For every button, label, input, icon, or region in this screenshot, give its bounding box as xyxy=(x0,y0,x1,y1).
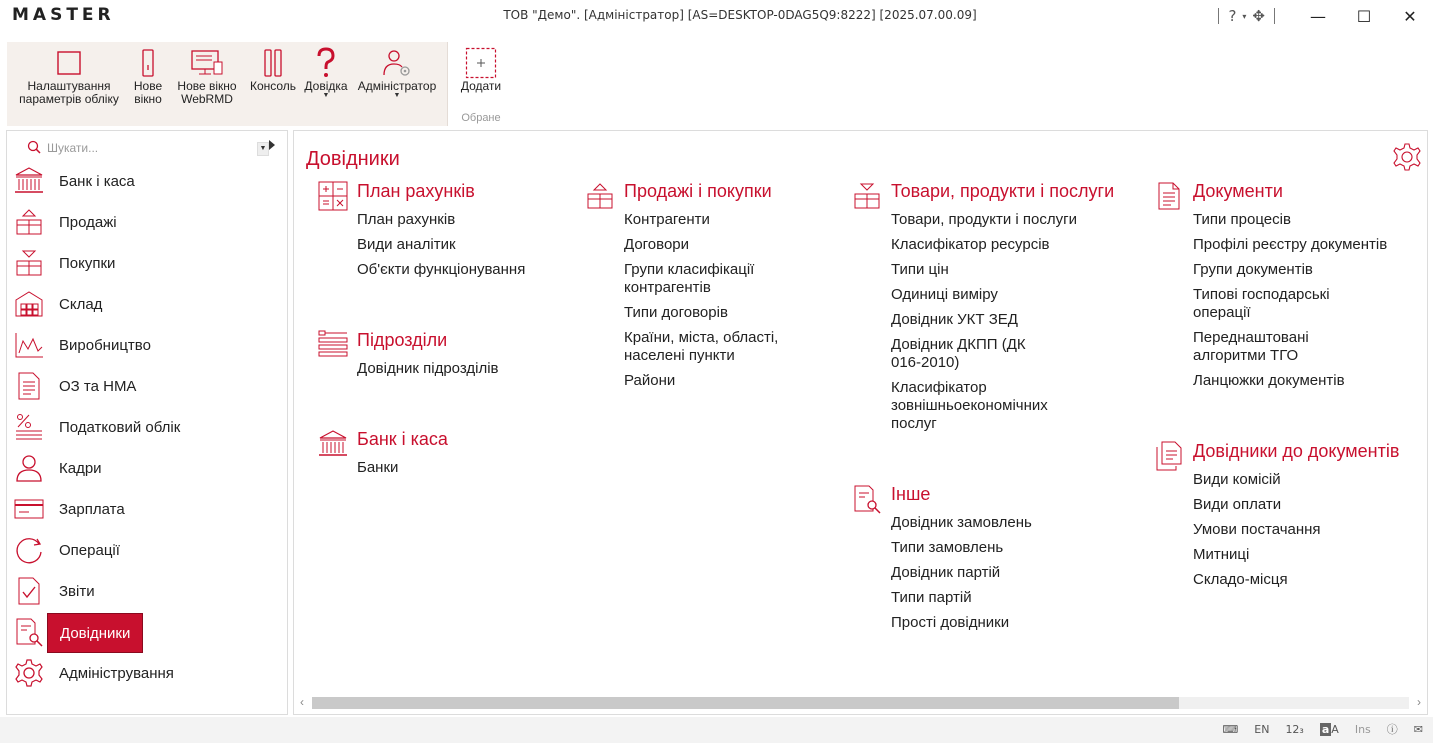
group-links xyxy=(357,360,499,385)
sidebar-item-references[interactable] xyxy=(7,613,287,653)
sidebar-search xyxy=(17,138,269,158)
maximize-icon[interactable]: ☐ xyxy=(1356,6,1372,26)
status-bar xyxy=(0,717,1433,743)
sidebar-item-bank[interactable] xyxy=(7,162,287,202)
group-other xyxy=(851,483,1101,633)
keyboard-icon[interactable]: ⌨ xyxy=(1222,722,1239,736)
production-icon xyxy=(13,329,45,361)
documents-stack-icon xyxy=(1153,440,1185,472)
sidebar-item-administration[interactable] xyxy=(7,654,287,694)
reference-link[interactable]: Прості довідники xyxy=(891,614,1010,631)
group-departments xyxy=(317,329,567,389)
person-icon xyxy=(13,452,45,484)
ribbon-toolbar xyxy=(7,42,448,126)
sidebar-item-reports[interactable] xyxy=(7,572,287,612)
reference-link[interactable]: Одиниці виміру xyxy=(891,286,998,303)
reference-link[interactable]: Договори xyxy=(624,236,690,253)
sidebar-item-label: Банк і каса xyxy=(59,173,135,190)
reference-link[interactable]: Довідник ДКПП (ДК 016-2010) xyxy=(891,336,1026,371)
console-button[interactable] xyxy=(247,46,299,114)
group-links xyxy=(357,459,398,484)
reference-link[interactable]: Довідник УКТ ЗЕД xyxy=(891,311,1018,328)
chevron-down-icon: ▼ xyxy=(393,92,401,99)
sidebar-item-tax[interactable] xyxy=(7,408,287,448)
close-icon[interactable]: ✕ xyxy=(1403,6,1417,26)
reference-link[interactable]: Типи договорів xyxy=(624,304,728,321)
reference-link[interactable]: Види комісій xyxy=(1193,471,1281,488)
reference-search-icon xyxy=(13,616,45,648)
horizontal-scrollbar[interactable] xyxy=(294,694,1427,710)
reference-link[interactable]: Переднаштовані алгоритми ТГО xyxy=(1193,329,1309,364)
group-links xyxy=(891,211,1077,440)
tax-icon xyxy=(13,411,45,443)
reference-link[interactable]: Митниці xyxy=(1193,546,1250,563)
scroll-left-icon[interactable]: ‹ xyxy=(300,695,304,709)
title-bar xyxy=(0,0,1433,30)
info-icon[interactable]: ⓘ xyxy=(1386,723,1398,736)
sidebar-item-label: Склад xyxy=(59,296,103,313)
group-title[interactable]: Банк і каса xyxy=(357,429,448,449)
sidebar-item-label: Покупки xyxy=(59,255,116,272)
reference-link[interactable]: Довідник партій xyxy=(891,564,1001,581)
capslock-label: A xyxy=(1331,722,1339,736)
expand-arrow-icon[interactable] xyxy=(269,140,275,150)
sidebar-item-fixed-assets[interactable] xyxy=(7,367,287,407)
reference-link[interactable]: Групи класифікації контрагентів xyxy=(624,261,755,296)
group-sales-purchases xyxy=(584,180,834,410)
group-title[interactable]: Продажі і покупки xyxy=(624,181,772,201)
sidebar-item-label: ОЗ та НМА xyxy=(59,378,137,395)
reference-link[interactable]: Ланцюжки документів xyxy=(1193,372,1345,389)
reference-link[interactable]: Класифікатор ресурсів xyxy=(891,236,1050,253)
settings-button-label: Налаштування параметрів обліку xyxy=(19,79,119,106)
sidebar-item-label: Операції xyxy=(59,542,120,559)
departments-icon xyxy=(317,329,349,361)
sidebar xyxy=(6,130,288,715)
capslock-indicator: a A xyxy=(1321,722,1339,736)
scroll-right-icon[interactable]: › xyxy=(1417,695,1421,709)
web-window-icon xyxy=(187,46,227,80)
settings-square-icon xyxy=(49,46,89,80)
reference-link[interactable]: Профілі реєстру документів xyxy=(1193,236,1388,253)
sales-box-icon xyxy=(13,206,45,238)
main-panel xyxy=(293,130,1428,715)
sidebar-item-operations[interactable] xyxy=(7,531,287,571)
reference-link[interactable]: План рахунків xyxy=(357,211,456,228)
add-favorite-button[interactable] xyxy=(457,46,505,114)
page-title: Довідники xyxy=(306,148,400,170)
calculator-icon xyxy=(317,180,349,212)
purchases-box-icon xyxy=(13,247,45,279)
add-dashed-icon xyxy=(461,46,501,80)
group-title[interactable]: Товари, продукти і послуги xyxy=(891,181,1115,201)
separator xyxy=(1218,8,1219,24)
salary-card-icon xyxy=(13,493,45,525)
sidebar-item-warehouse[interactable] xyxy=(7,285,287,325)
group-title[interactable]: Підрозділи xyxy=(357,330,448,350)
reference-link[interactable]: Умови постачання xyxy=(1193,521,1321,538)
sidebar-item-production[interactable] xyxy=(7,326,287,366)
sidebar-item-label: Зарплата xyxy=(59,501,125,518)
help-icon[interactable]: ? xyxy=(1228,7,1237,25)
sidebar-item-label: Продажі xyxy=(59,214,117,231)
other-search-icon xyxy=(851,483,883,515)
goods-box-icon xyxy=(851,180,883,212)
language-indicator[interactable]: EN xyxy=(1254,722,1270,736)
sidebar-item-label: Звіти xyxy=(59,583,95,600)
titlebar-controls xyxy=(1212,4,1433,28)
group-document-references xyxy=(1153,440,1423,600)
sidebar-item-label: Адміністрування xyxy=(59,665,174,682)
group-links xyxy=(1193,471,1321,596)
sidebar-item-purchases[interactable] xyxy=(7,244,287,284)
search-input[interactable] xyxy=(47,138,247,158)
insert-indicator: Ins xyxy=(1354,722,1371,736)
admin-gear-icon xyxy=(13,657,45,689)
numlock-indicator: 12₃ xyxy=(1285,722,1304,736)
group-bank xyxy=(317,428,567,488)
administrator-label: Адміністратор xyxy=(357,79,437,93)
new-window-label: Нове вікно xyxy=(133,79,163,106)
group-title[interactable]: План рахунків xyxy=(357,181,475,201)
console-icon xyxy=(253,46,293,80)
sidebar-item-sales[interactable] xyxy=(7,203,287,243)
group-links xyxy=(1193,211,1387,397)
operations-cycle-icon xyxy=(13,534,45,566)
search-dropdown-icon[interactable]: ▼ xyxy=(257,142,269,156)
sidebar-item-label: Довідники xyxy=(47,613,143,653)
group-links xyxy=(357,211,525,286)
reference-link[interactable]: Типи замовлень xyxy=(891,539,1004,556)
reference-link[interactable]: Типи цін xyxy=(891,261,949,278)
help-menu-button[interactable] xyxy=(301,46,351,114)
reference-link[interactable]: Типи партій xyxy=(891,589,972,606)
window-title: ТОВ "Демо". [Адміністратор] [AS=DESKTOP-0DAG5Q9:8222] [2025.07.00.09] xyxy=(503,8,977,22)
group-title[interactable]: Інше xyxy=(891,484,931,504)
help-menu-label: Довідка xyxy=(304,79,348,93)
separator xyxy=(1274,8,1275,24)
move-icon[interactable]: ✥ xyxy=(1252,7,1265,25)
group-links xyxy=(624,211,778,397)
reports-icon xyxy=(13,575,45,607)
bank-icon xyxy=(317,428,349,460)
reference-link[interactable]: Райони xyxy=(624,372,676,389)
new-window-button[interactable] xyxy=(127,46,169,114)
sidebar-item-label: Кадри xyxy=(59,460,102,477)
reference-link[interactable]: Об'єкти функціонування xyxy=(357,261,526,278)
message-icon[interactable]: ✉ xyxy=(1413,722,1423,736)
reference-link[interactable]: Групи документів xyxy=(1193,261,1313,278)
app-logo: MASTER xyxy=(12,5,115,25)
scrollbar-thumb[interactable] xyxy=(312,697,1179,709)
group-goods xyxy=(851,180,1141,440)
reference-link[interactable]: Товари, продукти і послуги xyxy=(891,211,1077,228)
admin-user-icon xyxy=(377,46,417,80)
minimize-icon[interactable]: — xyxy=(1310,6,1326,26)
favorites-label: Обране xyxy=(461,112,501,124)
reference-link[interactable]: Види оплати xyxy=(1193,496,1282,513)
group-documents xyxy=(1153,180,1423,390)
group-title[interactable]: Документи xyxy=(1193,181,1283,201)
sales-box-icon xyxy=(584,180,616,212)
warehouse-icon xyxy=(13,288,45,320)
settings-button[interactable] xyxy=(13,46,125,114)
group-links xyxy=(891,514,1032,639)
reference-link[interactable]: Класифікатор зовнішньоекономічних послуг xyxy=(891,379,1048,432)
console-label: Консоль xyxy=(249,79,297,93)
reference-link[interactable]: Банки xyxy=(357,459,399,476)
help-icon xyxy=(306,46,346,80)
reference-link[interactable]: Типи процесів xyxy=(1193,211,1291,228)
new-web-window-label: Нове вікно WebRMD xyxy=(177,79,237,106)
help-dropdown-icon[interactable]: ▾ xyxy=(1242,11,1247,21)
reference-link[interactable]: Складо-місця xyxy=(1193,571,1288,588)
bank-icon xyxy=(13,165,45,197)
reference-link[interactable]: Типові господарські операції xyxy=(1193,286,1330,321)
group-chart-of-accounts xyxy=(317,180,567,290)
document-icon xyxy=(1153,180,1185,212)
new-window-icon xyxy=(128,46,168,80)
sidebar-item-hr[interactable] xyxy=(7,449,287,489)
assets-doc-icon xyxy=(13,370,45,402)
reference-link[interactable]: Довідник підрозділів xyxy=(357,360,499,377)
new-web-window-button[interactable] xyxy=(171,46,243,114)
reference-link[interactable]: Довідник замовлень xyxy=(891,514,1032,531)
administrator-button[interactable] xyxy=(353,46,441,114)
reference-link[interactable]: Контрагенти xyxy=(624,211,710,228)
sidebar-item-label: Виробництво xyxy=(59,337,151,354)
sidebar-item-salary[interactable] xyxy=(7,490,287,530)
search-icon xyxy=(27,140,41,159)
group-title[interactable]: Довідники до документів xyxy=(1193,441,1400,461)
add-favorite-label: Додати xyxy=(460,79,502,93)
chevron-down-icon: ▼ xyxy=(322,92,330,99)
reference-link[interactable]: Види аналітик xyxy=(357,236,456,253)
reference-link[interactable]: Країни, міста, області, населені пункти xyxy=(624,329,779,364)
sidebar-item-label: Податковий облік xyxy=(59,419,181,436)
settings-gear-icon[interactable] xyxy=(1391,141,1423,178)
status-indicators xyxy=(1222,721,1423,737)
